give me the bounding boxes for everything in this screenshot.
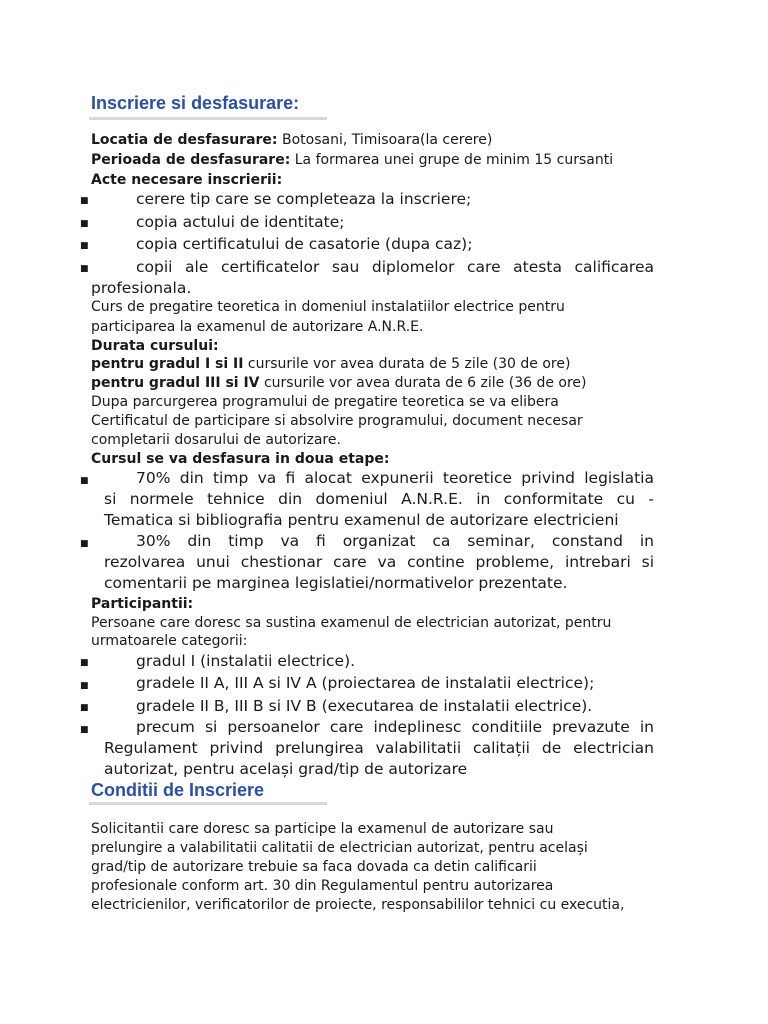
duration-grade-1 bbox=[91, 355, 570, 373]
duration-grade-1-label: pentru gradul I si II bbox=[91, 356, 244, 372]
title-underline bbox=[89, 802, 327, 805]
duration-grade-3 bbox=[91, 374, 587, 392]
location-line bbox=[91, 131, 492, 149]
stages-heading: Cursul se va desfasura in doua etape: bbox=[91, 451, 390, 467]
stage-item: 30% din timp va fi organizat ca seminar, constand in bbox=[136, 532, 654, 550]
bullet-icon: ■ bbox=[80, 241, 89, 251]
period-line bbox=[91, 151, 613, 169]
after-text: Dupa parcurgerea programului de pregatire teoretica se va elibera bbox=[91, 394, 559, 410]
period-label: Perioada de desfasurare: bbox=[91, 152, 291, 168]
docs-heading: Acte necesare inscrierii: bbox=[91, 172, 283, 188]
bullet-icon: ■ bbox=[80, 476, 89, 486]
duration-heading: Durata cursului: bbox=[91, 338, 219, 354]
period-value: La formarea unei grupe de minim 15 cursanti bbox=[290, 152, 614, 168]
docs-item-continuation: profesionala. bbox=[91, 279, 192, 297]
conditions-text: Solicitantii care doresc sa participe la examenul de autorizare sau bbox=[91, 821, 554, 837]
participants-heading: Participantii: bbox=[91, 596, 194, 612]
category-item: gradul I (instalatii electrice). bbox=[136, 652, 356, 670]
bullet-icon: ■ bbox=[80, 703, 89, 713]
category-item: gradele II B, III B si IV B (executarea de instalatii electrice). bbox=[136, 697, 593, 715]
docs-item: copia actului de identitate; bbox=[136, 213, 345, 231]
bullet-icon: ■ bbox=[80, 196, 89, 206]
category-item-continuation: autorizat, pentru același grad/tip de autorizare bbox=[104, 760, 468, 778]
conditions-text: profesionale conform art. 30 din Regulamentul pentru autorizarea bbox=[91, 878, 554, 894]
bullet-icon: ■ bbox=[80, 658, 89, 668]
participants-description: Persoane care doresc sa sustina examenul de electrician autorizat, pentru bbox=[91, 615, 612, 631]
title-underline bbox=[89, 117, 327, 120]
duration-grade-3-label: pentru gradul III si IV bbox=[91, 375, 260, 391]
stage-item-continuation: rezolvarea unui chestionar care va contine probleme, intrebari si bbox=[104, 553, 654, 571]
stage-item: 70% din timp va fi alocat expunerii teoretice privind legislatia bbox=[136, 469, 654, 487]
section-title: Inscriere si desfasurare: bbox=[91, 93, 300, 113]
docs-item: copia certificatului de casatorie (dupa caz); bbox=[136, 235, 473, 253]
after-text: completarii dosarului de autorizare. bbox=[91, 432, 341, 448]
stage-item-continuation: si normele tehnice din domeniul A.N.R.E. in conformitate cu - bbox=[104, 490, 654, 508]
docs-item: cerere tip care se completeaza la inscriere; bbox=[136, 190, 472, 208]
duration-grade-3-value: cursurile vor avea durata de 6 zile (36 de ore) bbox=[259, 375, 587, 391]
location-value: Botosani, Timisoara(la cerere) bbox=[277, 132, 493, 148]
bullet-icon: ■ bbox=[80, 219, 89, 229]
bullet-icon: ■ bbox=[80, 539, 89, 549]
section-title: Conditii de Inscriere bbox=[91, 780, 265, 800]
docs-item: copii ale certificatelor sau diplomelor care atesta calificarea bbox=[136, 258, 654, 276]
category-item: gradele II A, III A si IV A (proiectarea de instalatii electrice); bbox=[136, 674, 595, 692]
conditions-text: prelungire a valabilitatii calitatii de electrician autorizat, pentru același bbox=[91, 840, 588, 856]
stage-item-continuation: Tematica si bibliografia pentru examenul de autorizare electricieni bbox=[104, 511, 619, 529]
after-text: Certificatul de participare si absolvire programului, document necesar bbox=[91, 413, 583, 429]
course-description: participarea la examenul de autorizare A.N.R.E. bbox=[91, 319, 424, 335]
conditions-text: electricienilor, verificatorilor de proiecte, responsabililor tehnici cu executia, bbox=[91, 897, 625, 913]
location-label: Locatia de desfasurare: bbox=[91, 132, 278, 148]
category-item-continuation: Regulament privind prelungirea valabilitatii calitații de electrician bbox=[104, 739, 654, 757]
duration-grade-1-value: cursurile vor avea durata de 5 zile (30 de ore) bbox=[243, 356, 571, 372]
participants-description: urmatoarele categorii: bbox=[91, 633, 248, 649]
conditions-text: grad/tip de autorizare trebuie sa faca dovada ca detin calificarii bbox=[91, 859, 537, 875]
bullet-icon: ■ bbox=[80, 264, 89, 274]
stage-item-continuation: comentarii pe marginea legislatiei/normativelor prezentate. bbox=[104, 574, 568, 592]
course-description: Curs de pregatire teoretica in domeniul instalatiilor electrice pentru bbox=[91, 299, 565, 315]
bullet-icon: ■ bbox=[80, 681, 89, 691]
bullet-icon: ■ bbox=[80, 725, 89, 735]
category-item: precum si persoanelor care indeplinesc conditiile prevazute in bbox=[136, 718, 654, 736]
